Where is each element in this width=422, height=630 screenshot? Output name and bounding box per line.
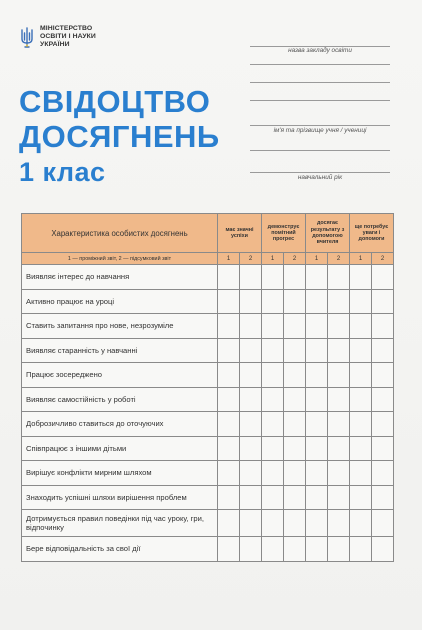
- mark-cell[interactable]: [328, 485, 350, 510]
- mark-cell[interactable]: [306, 412, 328, 437]
- mark-cell[interactable]: [306, 485, 328, 510]
- mark-cell[interactable]: [262, 412, 284, 437]
- row-label: Дотримується правил поведінки під час уроку, гри, відпочинку: [22, 510, 218, 537]
- blank-line-2: [250, 82, 390, 83]
- table-row: [22, 387, 394, 412]
- mark-cell[interactable]: [372, 363, 394, 388]
- mark-cell[interactable]: [240, 363, 262, 388]
- mark-cell[interactable]: [372, 436, 394, 461]
- mark-cell[interactable]: [372, 387, 394, 412]
- mark-cell[interactable]: [262, 461, 284, 486]
- mark-cell[interactable]: [306, 289, 328, 314]
- category-header-3: досягає результату з допомогою вчителя: [306, 214, 350, 253]
- mark-cell[interactable]: [240, 289, 262, 314]
- row-label: Виявляє старанність у навчанні: [22, 338, 218, 363]
- mark-cell[interactable]: [284, 338, 306, 363]
- mark-cell[interactable]: [328, 537, 350, 562]
- mark-cell[interactable]: [218, 436, 240, 461]
- mark-cell[interactable]: [240, 387, 262, 412]
- sub-number: 1: [218, 253, 240, 265]
- student-line: [250, 125, 390, 126]
- mark-cell[interactable]: [328, 289, 350, 314]
- table-row: [22, 461, 394, 486]
- mark-cell[interactable]: [306, 338, 328, 363]
- mark-cell[interactable]: [328, 412, 350, 437]
- row-label: Виявляє самостійність у роботі: [22, 387, 218, 412]
- mark-cell[interactable]: [350, 485, 372, 510]
- school-caption: назва закладу освіти: [288, 47, 352, 54]
- mark-cell[interactable]: [262, 338, 284, 363]
- title-line-1: СВІДОЦТВО: [19, 84, 211, 119]
- mark-cell[interactable]: [306, 363, 328, 388]
- category-header-1: має значні успіхи: [218, 214, 262, 253]
- blank-line-3: [250, 100, 390, 101]
- mark-cell[interactable]: [372, 265, 394, 290]
- sub-number: 1: [306, 253, 328, 265]
- mark-cell[interactable]: [350, 387, 372, 412]
- mark-cell[interactable]: [284, 314, 306, 339]
- ministry-line-2: ОСВІТИ І НАУКИ: [40, 33, 96, 40]
- mark-cell[interactable]: [218, 338, 240, 363]
- blank-line-4: [250, 150, 390, 151]
- category-header-4: ще потребує уваги і допомоги: [350, 214, 394, 253]
- mark-cell[interactable]: [218, 537, 240, 562]
- mark-cell[interactable]: [306, 387, 328, 412]
- mark-cell[interactable]: [350, 265, 372, 290]
- mark-cell[interactable]: [262, 314, 284, 339]
- mark-cell[interactable]: [350, 436, 372, 461]
- mark-cell[interactable]: [240, 436, 262, 461]
- mark-cell[interactable]: [350, 289, 372, 314]
- sub-number: 2: [328, 253, 350, 265]
- mark-cell[interactable]: [262, 363, 284, 388]
- sub-number: 1: [262, 253, 284, 265]
- mark-cell[interactable]: [218, 363, 240, 388]
- mark-cell[interactable]: [218, 265, 240, 290]
- mark-cell[interactable]: [306, 461, 328, 486]
- achievements-table: [21, 213, 394, 562]
- mark-cell[interactable]: [284, 485, 306, 510]
- mark-cell[interactable]: [218, 485, 240, 510]
- mark-cell[interactable]: [350, 510, 372, 537]
- mark-cell[interactable]: [240, 338, 262, 363]
- mark-cell[interactable]: [372, 537, 394, 562]
- ministry-block: [20, 25, 96, 49]
- table-row: [22, 265, 394, 290]
- row-label: Ставить запитання про нове, незрозуміле: [22, 314, 218, 339]
- mark-cell[interactable]: [218, 314, 240, 339]
- mark-cell[interactable]: [284, 387, 306, 412]
- table-row: [22, 338, 394, 363]
- table-body: [22, 265, 394, 562]
- mark-cell[interactable]: [284, 510, 306, 537]
- mark-cell[interactable]: [218, 387, 240, 412]
- title-line-3: 1 клас: [19, 157, 106, 187]
- mark-cell[interactable]: [306, 265, 328, 290]
- mark-cell[interactable]: [262, 510, 284, 537]
- mark-cell[interactable]: [284, 289, 306, 314]
- mark-cell[interactable]: [328, 265, 350, 290]
- sub-number: 2: [240, 253, 262, 265]
- mark-cell[interactable]: [372, 510, 394, 537]
- table-row: [22, 510, 394, 537]
- mark-cell[interactable]: [350, 338, 372, 363]
- ministry-name: [40, 25, 96, 49]
- table-row: [22, 314, 394, 339]
- row-label: Вирішує конфлікти мирним шляхом: [22, 461, 218, 486]
- mark-cell[interactable]: [284, 537, 306, 562]
- mark-cell[interactable]: [262, 436, 284, 461]
- ministry-line-1: МІНІСТЕРСТВО: [40, 25, 93, 32]
- mark-cell[interactable]: [306, 510, 328, 537]
- mark-cell[interactable]: [328, 436, 350, 461]
- mark-cell[interactable]: [240, 265, 262, 290]
- mark-cell[interactable]: [240, 537, 262, 562]
- mark-cell[interactable]: [328, 461, 350, 486]
- mark-cell[interactable]: [350, 412, 372, 437]
- year-line: [250, 172, 390, 173]
- mark-cell[interactable]: [372, 289, 394, 314]
- mark-cell[interactable]: [372, 338, 394, 363]
- title-line-2: ДОСЯГНЕНЬ: [19, 119, 220, 154]
- mark-cell[interactable]: [350, 537, 372, 562]
- table-row: [22, 485, 394, 510]
- row-label: Працює зосереджено: [22, 363, 218, 388]
- table-row: [22, 436, 394, 461]
- category-header-2: демонструє помітний прогрес: [262, 214, 306, 253]
- mark-cell[interactable]: [218, 412, 240, 437]
- mark-cell[interactable]: [306, 314, 328, 339]
- mark-cell[interactable]: [328, 387, 350, 412]
- ministry-line-3: УКРАЇНИ: [40, 41, 70, 48]
- mark-cell[interactable]: [306, 537, 328, 562]
- mark-cell[interactable]: [284, 363, 306, 388]
- table-row: [22, 412, 394, 437]
- sub-number: 2: [372, 253, 394, 265]
- mark-cell[interactable]: [328, 363, 350, 388]
- mark-cell[interactable]: [284, 412, 306, 437]
- table-row: [22, 289, 394, 314]
- student-caption: ім'я та прізвище учня / учениці: [273, 127, 367, 134]
- mark-cell[interactable]: [218, 510, 240, 537]
- main-header: Характеристика особистих досягнень: [22, 214, 218, 253]
- mark-cell[interactable]: [240, 510, 262, 537]
- mark-cell[interactable]: [372, 314, 394, 339]
- mark-cell[interactable]: [240, 314, 262, 339]
- mark-cell[interactable]: [218, 289, 240, 314]
- mark-cell[interactable]: [372, 412, 394, 437]
- mark-cell[interactable]: [284, 436, 306, 461]
- mark-cell[interactable]: [284, 461, 306, 486]
- row-label: Доброзичливо ставиться до оточуючих: [22, 412, 218, 437]
- mark-cell[interactable]: [240, 412, 262, 437]
- coat-of-arms-icon: [20, 27, 34, 49]
- mark-cell[interactable]: [328, 314, 350, 339]
- mark-cell[interactable]: [262, 289, 284, 314]
- row-label: Виявляє інтерес до навчання: [22, 265, 218, 290]
- row-label: Співпрацює з іншими дітьми: [22, 436, 218, 461]
- document-title: [19, 84, 220, 188]
- mark-cell[interactable]: [262, 485, 284, 510]
- mark-cell[interactable]: [240, 485, 262, 510]
- mark-cell[interactable]: [262, 537, 284, 562]
- mark-cell[interactable]: [262, 265, 284, 290]
- table-row: [22, 363, 394, 388]
- blank-line-1: [250, 64, 390, 65]
- mark-cell[interactable]: [284, 265, 306, 290]
- sub-number: 2: [284, 253, 306, 265]
- mark-cell[interactable]: [240, 461, 262, 486]
- row-label: Бере відповідальність за свої дії: [22, 537, 218, 562]
- mark-cell[interactable]: [350, 363, 372, 388]
- table-row: [22, 537, 394, 562]
- mark-cell[interactable]: [350, 461, 372, 486]
- mark-cell[interactable]: [306, 436, 328, 461]
- mark-cell[interactable]: [328, 338, 350, 363]
- mark-cell[interactable]: [372, 461, 394, 486]
- year-caption: навчальний рік: [297, 174, 343, 181]
- mark-cell[interactable]: [328, 510, 350, 537]
- mark-cell[interactable]: [218, 461, 240, 486]
- mark-cell[interactable]: [350, 314, 372, 339]
- row-label: Активно працює на уроці: [22, 289, 218, 314]
- report-note: 1 — проміжний звіт, 2 — підсумковий звіт: [22, 253, 218, 265]
- mark-cell[interactable]: [372, 485, 394, 510]
- sub-number: 1: [350, 253, 372, 265]
- mark-cell[interactable]: [262, 387, 284, 412]
- row-label: Знаходить успішні шляхи вирішення проблем: [22, 485, 218, 510]
